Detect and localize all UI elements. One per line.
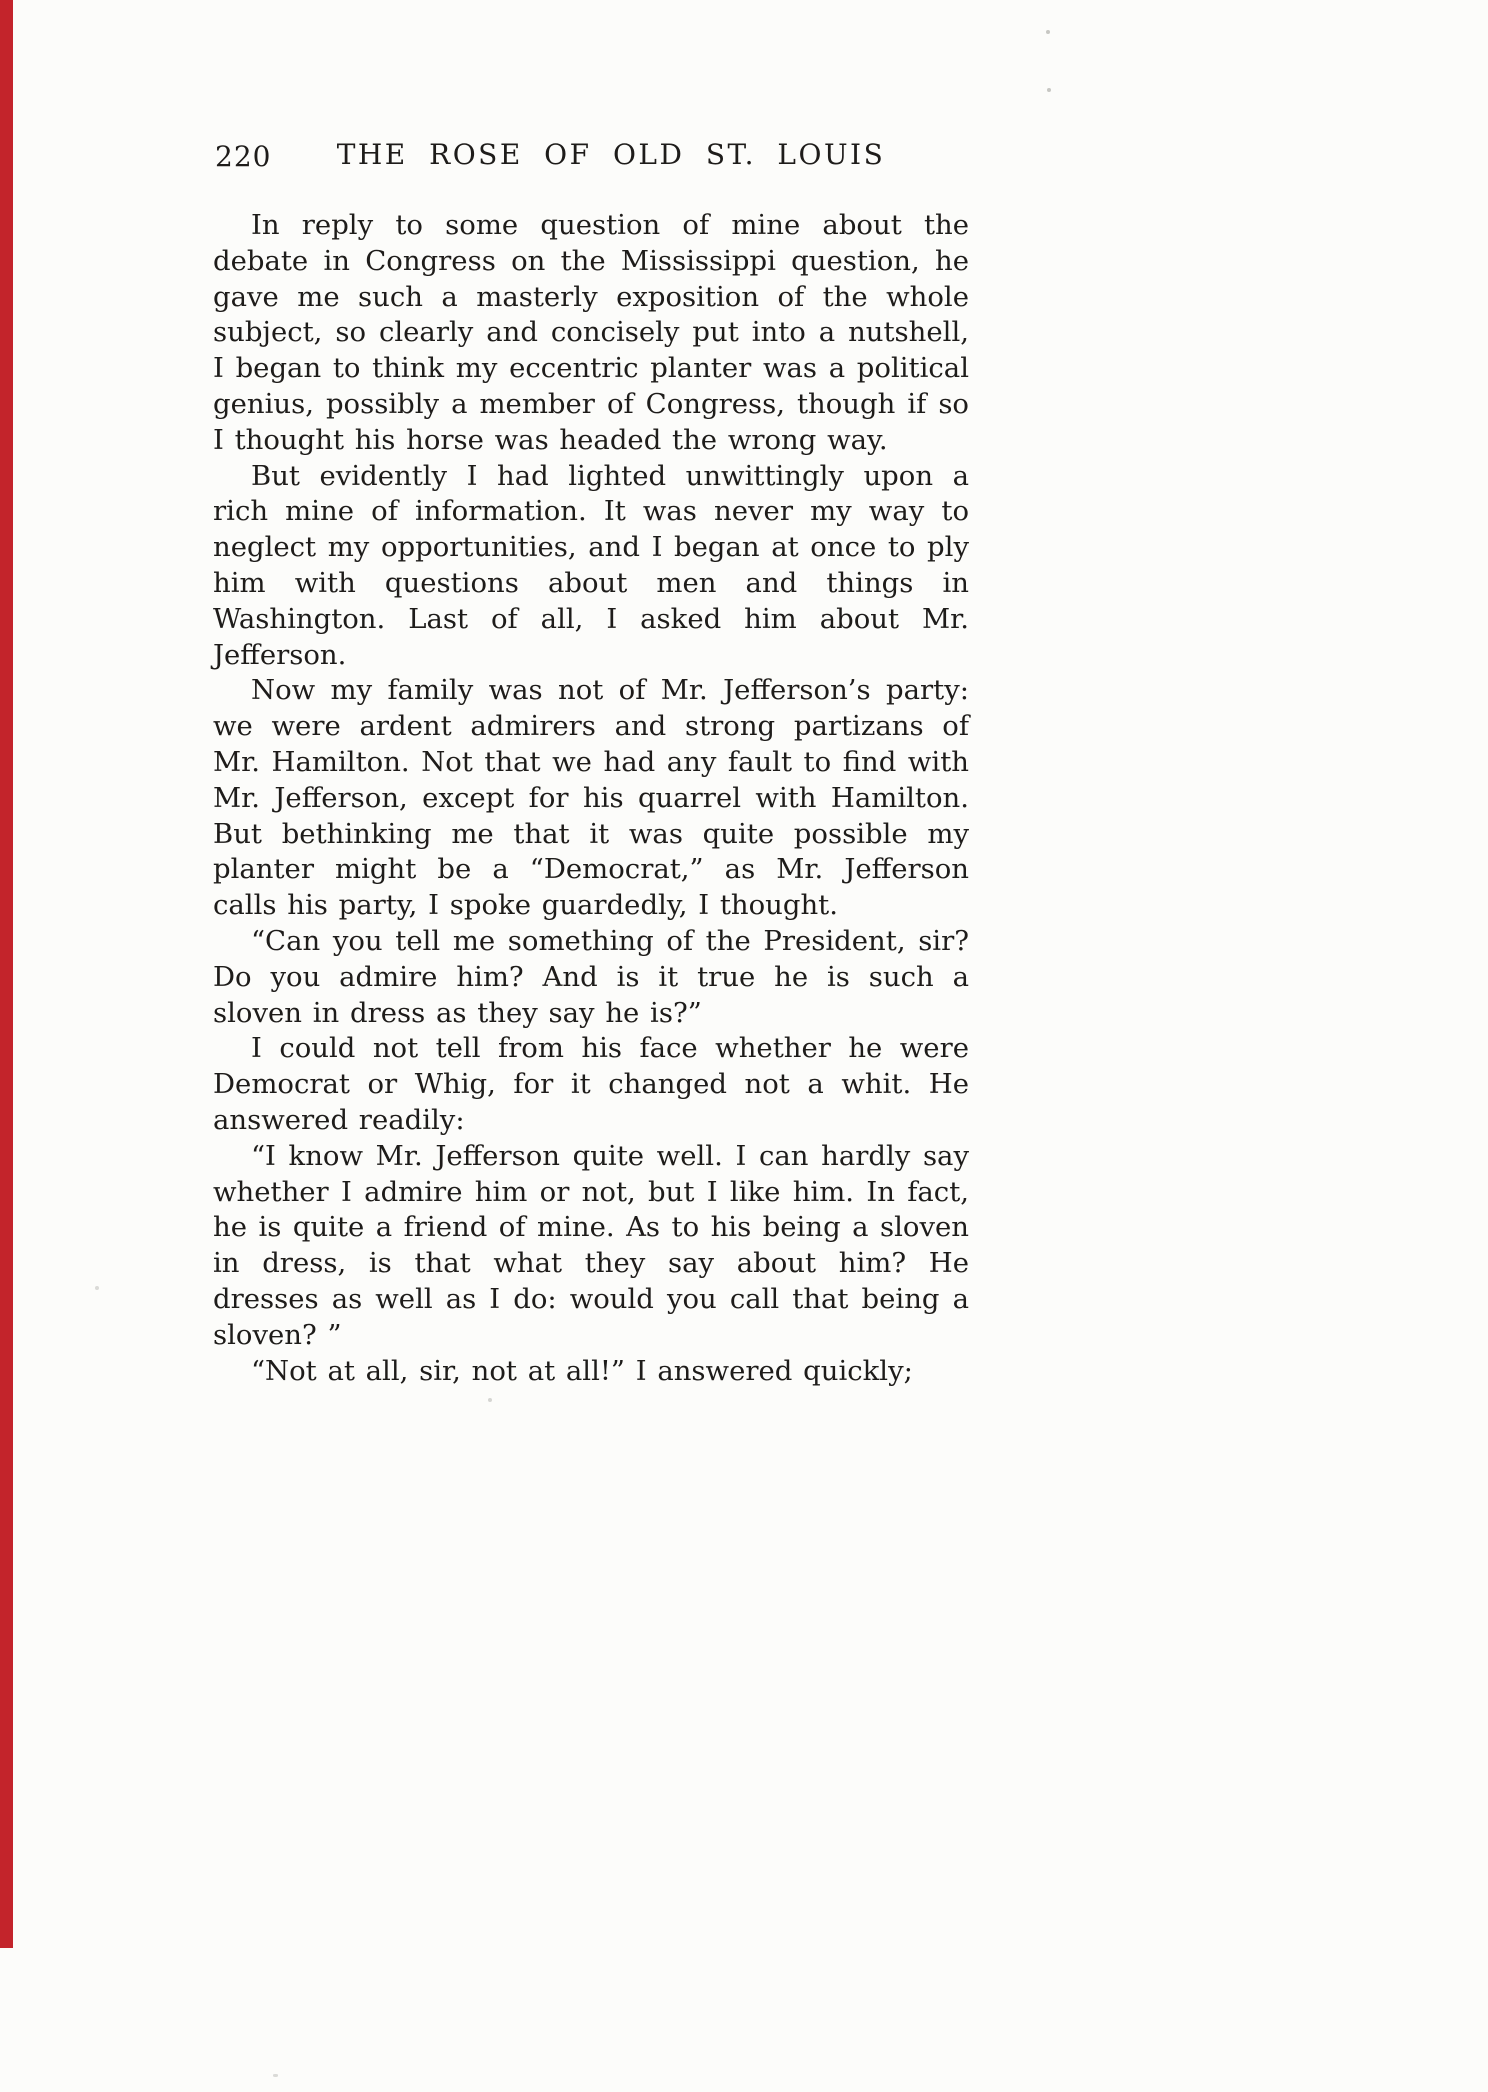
paragraph: Now my family was not of Mr. Jefferson’s party: we were ardent admirers and strong partizans of Mr. Hamilton. Not that we had any fault to find with Mr. Jefferson, except for his quarrel with Hamilton. But bethinking me that it was quite possible my planter might be a “Democrat,” as Mr. Jefferson calls his party, I spoke guardedly, I thought. xyxy=(213,674,969,922)
paragraph: “Not at all, sir, not at all!” I answered quickly; xyxy=(251,1354,913,1387)
text-block xyxy=(213,138,969,1389)
paragraph: I could not tell from his face whether he were Democrat or Whig, for it changed not a whit. He answered readily: xyxy=(213,1032,969,1136)
body-text xyxy=(213,208,969,1389)
running-title: THE ROSE OF OLD ST. LOUIS xyxy=(336,138,886,171)
book-edge-stripe xyxy=(0,0,13,1948)
scan-speck xyxy=(1047,88,1051,92)
scan-speck xyxy=(273,2074,278,2077)
paragraph: But evidently I had lighted unwittingly upon a rich mine of information. It was never my way to neglect my opportunities, and I began at once to ply him with questions about men and things in Washington. Last of all, I asked him about Mr. Jefferson. xyxy=(213,459,969,671)
paragraph: “I know Mr. Jefferson quite well. I can hardly say whether I admire him or not, but I like him. In fact, he is quite a friend of mine. As to his being a sloven in dress, is that what they say about him? He dresses as well as I do: would you call that being a sloven? ” xyxy=(213,1139,969,1351)
scan-speck xyxy=(488,1398,492,1402)
paragraph: In reply to some question of mine about the debate in Congress on the Mississippi question, he gave me such a masterly exposition of the whole subject, so clearly and concisely put into a nutshell, I began to think my eccentric planter was a political genius, possibly a member of Congress, though if so I thought his horse was headed the wrong way. xyxy=(213,209,969,456)
scan-speck xyxy=(1046,30,1050,34)
running-head xyxy=(213,138,969,180)
scan-speck xyxy=(95,1286,99,1290)
page-number: 220 xyxy=(215,140,272,173)
paragraph: “Can you tell me something of the President, sir? Do you admire him? And is it true he is such a sloven in dress as they say he is?” xyxy=(213,924,969,1029)
